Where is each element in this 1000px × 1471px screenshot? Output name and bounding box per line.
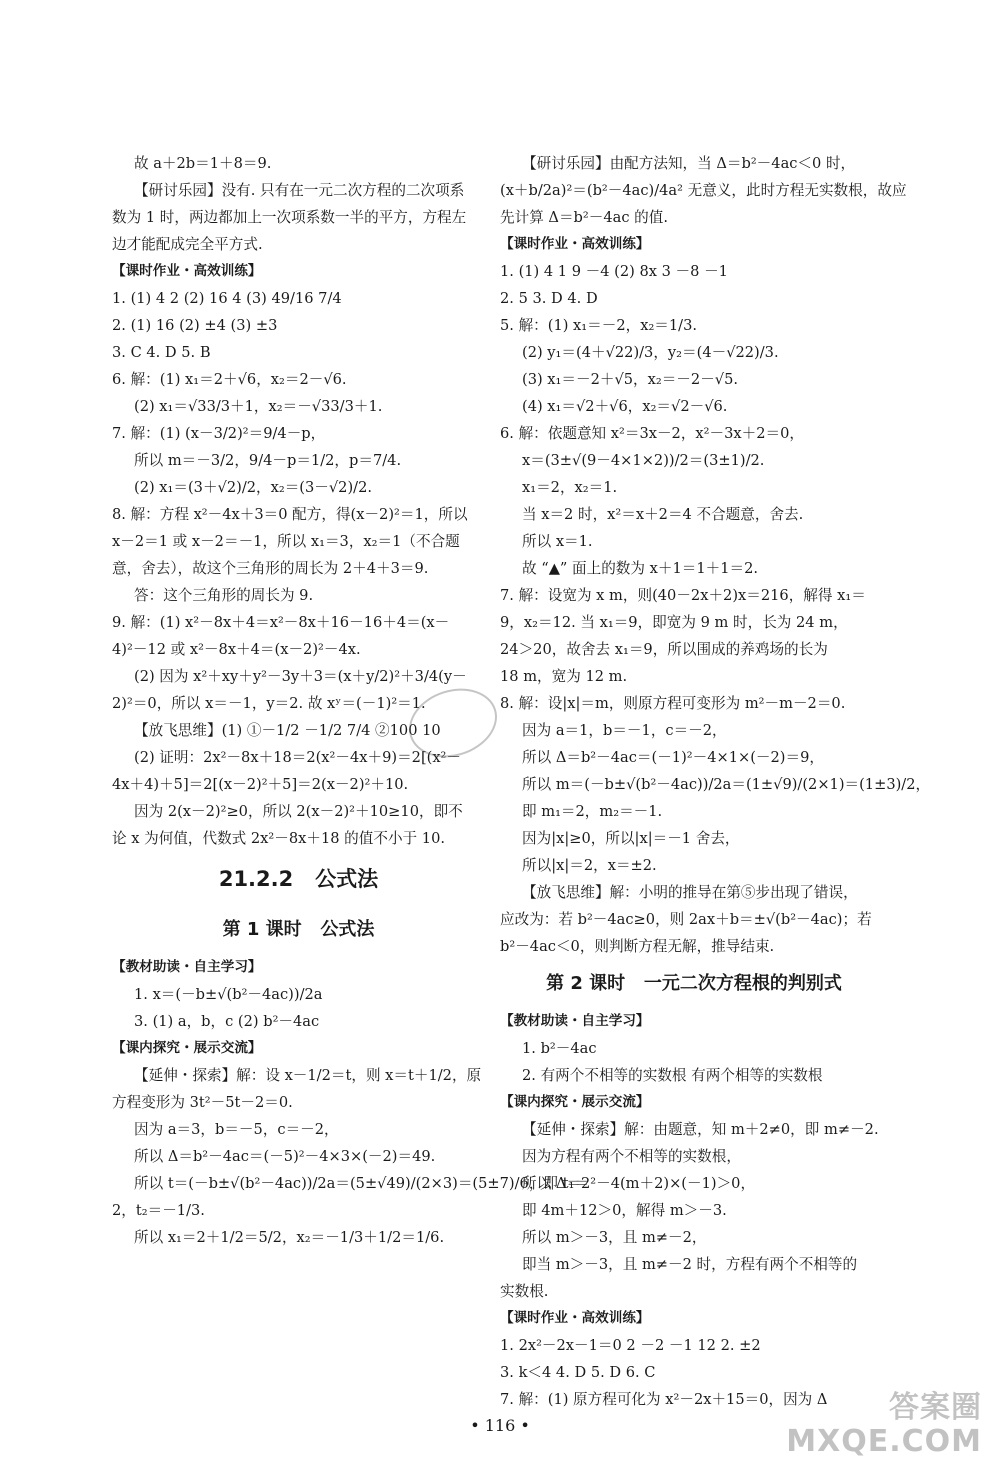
text-line: 因为 a＝3，b＝－5，c＝－2，: [134, 1121, 339, 1138]
text-line: x₁＝2，x₂＝1.: [522, 479, 618, 496]
text-line: x＝(3±√(9－4×1×2))/2＝(3±1)/2.: [522, 452, 765, 469]
text-line: 【延伸・探索】解：由题意，知 m＋2≠0，即 m≠－2.: [522, 1121, 879, 1138]
text-line: 所以 Δ＝b²－4ac＝(－5)²－4×3×(－2)＝49.: [134, 1148, 436, 1165]
text-line: 因为 a＝1，b＝－1，c＝－2，: [522, 722, 727, 739]
section-tag: 【课内探究・展示交流】: [112, 1040, 262, 1056]
text-line: 【延伸・探索】解：设 x－1/2＝t，则 x＝t＋1/2，原: [134, 1067, 482, 1084]
watermark-logo: 答案圈 MXQE.COM: [786, 1390, 982, 1459]
text-line: 2. 5 3. D 4. D: [500, 290, 598, 307]
text-line: 故 “▲” 面上的数为 x＋1＝1＋1＝2.: [522, 560, 759, 577]
text-line: 所以 t＝(－b±√(b²－4ac))/2a＝(5±√49)/(2×3)＝(5±7)/6，即 t₁＝: [134, 1175, 589, 1192]
text-line: 2. 有两个不相等的实数根 有两个相等的实数根: [522, 1067, 823, 1084]
text-line: 18 m，宽为 12 m.: [500, 668, 628, 685]
text-line: 24＞20，故舍去 x₁＝9，所以围成的养鸡场的长为: [500, 641, 828, 658]
text-line: 【放飞思维】(1) ①－1/2 －1/2 7/4 ②100 10: [134, 722, 441, 739]
text-line: 3. k＜4 4. D 5. D 6. C: [500, 1364, 656, 1381]
text-line: 8. 解：方程 x²－4x＋3＝0 配方，得(x－2)²＝1，所以: [112, 506, 468, 523]
text-line: 7. 解：(1) (x－3/2)²＝9/4－p，: [112, 425, 326, 442]
text-line: 6. 解：依题意知 x²＝3x－2，x²－3x＋2＝0，: [500, 425, 804, 442]
text-line: (2) x₁＝(3＋√2)/2，x₂＝(3－√2)/2.: [134, 479, 372, 496]
text-line: 实数根.: [500, 1283, 549, 1300]
text-line: 7. 解：设宽为 x m，则(40－2x＋2)x＝216，解得 x₁＝: [500, 587, 866, 604]
lesson-title: 第 2 课时 一元二次方程根的判别式: [546, 973, 842, 994]
text-line: 2. (1) 16 (2) ±4 (3) ±3: [112, 317, 278, 334]
text-line: 7. 解：(1) 原方程可化为 x²－2x＋15＝0，因为 Δ: [500, 1391, 828, 1408]
text-line: (2) 因为 x²＋xy＋y²－3y＋3＝(x＋y/2)²＋3/4(y－: [134, 668, 467, 685]
text-line: 所以|x|＝2，x＝±2.: [522, 857, 657, 874]
text-line: (4) x₁＝√2＋√6，x₂＝√2－√6.: [522, 398, 728, 415]
text-line: 所以 Δ＝2²－4(m＋2)×(－1)＞0，: [522, 1175, 756, 1192]
text-line: 【研讨乐园】没有. 只有在一元二次方程的二次项系: [134, 182, 465, 199]
right-column: [500, 150, 931, 1413]
section-tag: 【课内探究・展示交流】: [500, 1094, 650, 1110]
text-line: 所以 Δ＝b²－4ac＝(－1)²－4×1×(－2)＝9，: [522, 749, 824, 766]
text-line: (2) 证明：2x²－8x＋18＝2(x²－4x＋9)＝2[(x²－: [134, 749, 462, 766]
lesson-title: 第 1 课时 公式法: [222, 919, 375, 940]
text-line: 意，舍去），故这个三角形的周长为 2＋4＋3＝9.: [112, 560, 429, 577]
text-line: 3. C 4. D 5. B: [112, 344, 211, 361]
text-line: 所以 x＝1.: [522, 533, 593, 550]
text-line: 因为方程有两个不相等的实数根，: [522, 1148, 741, 1165]
section-tag: 【教材助读・自主学习】: [112, 959, 262, 975]
text-line: 即 4m＋12＞0，解得 m＞－3.: [522, 1202, 727, 1219]
text-line: 9，x₂＝12. 当 x₁＝9，即宽为 9 m 时，长为 24 m，: [500, 614, 848, 631]
section-title: 21.2.2 公式法: [218, 867, 379, 891]
section-tag: 【课时作业・高效训练】: [500, 236, 650, 252]
text-line: 4)²－12 或 x²－8x＋4＝(x－2)²－4x.: [112, 641, 361, 658]
text-line: 5. 解：(1) x₁＝－2，x₂＝1/3.: [500, 317, 698, 334]
text-line: 6. 解：(1) x₁＝2＋√6，x₂＝2－√6.: [112, 371, 347, 388]
text-line: 8. 解：设|x|＝m，则原方程可变形为 m²－m－2＝0.: [500, 695, 846, 712]
text-line: x－2＝1 或 x－2＝－1，所以 x₁＝3，x₂＝1（不合题: [112, 533, 460, 550]
text-line: 1. x＝(－b±√(b²－4ac))/2a: [134, 986, 323, 1003]
text-line: (2) x₁＝√33/3＋1，x₂＝－√33/3＋1.: [134, 398, 383, 415]
text-line: 边才能配成完全平方式.: [112, 236, 263, 253]
text-line: 因为|x|≥0，所以|x|＝－1 舍去，: [522, 830, 740, 847]
section-tag: 【课时作业・高效训练】: [500, 1310, 650, 1326]
text-line: 即当 m＞－3，且 m≠－2 时，方程有两个不相等的: [522, 1256, 858, 1273]
text-line: 即 m₁＝2，m₂＝－1.: [522, 803, 663, 820]
text-line: 所以 x₁＝2＋1/2＝5/2，x₂＝－1/3＋1/2＝1/6.: [134, 1229, 445, 1246]
text-line: 所以 m＞－3，且 m≠－2，: [522, 1229, 707, 1246]
text-line: 1. (1) 4 1 9 －4 (2) 8x 3 －8 －1: [500, 263, 728, 280]
watermark: [786, 1391, 982, 1459]
text-line: (2) y₁＝(4＋√22)/3，y₂＝(4－√22)/3.: [522, 344, 779, 361]
text-line: 应改为：若 b²－4ac≥0，则 2ax＋b＝±√(b²－4ac)；若: [500, 911, 872, 928]
text-line: 1. b²－4ac: [522, 1040, 597, 1057]
text-line: 【放飞思维】解：小明的推导在第⑤步出现了错误，: [522, 884, 858, 901]
page-number: • 116 •: [470, 1416, 530, 1435]
text-line: 【研讨乐园】由配方法知，当 Δ＝b²－4ac＜0 时，: [522, 155, 856, 172]
text-line: 1. 2x²－2x－1＝0 2 －2 －1 12 2. ±2: [500, 1337, 761, 1354]
text-line: 数为 1 时，两边都加上一次项系数一半的平方，方程左: [112, 209, 467, 226]
text-line: 2)²＝0，所以 x＝－1，y＝2. 故 xʸ＝(－1)²＝1.: [112, 695, 426, 712]
text-line: (3) x₁＝－2＋√5，x₂＝－2－√5.: [522, 371, 739, 388]
text-line: 故 a＋2b＝1＋8＝9.: [134, 155, 272, 172]
text-line: 答：这个三角形的周长为 9.: [134, 587, 314, 604]
text-line: 1. (1) 4 2 (2) 16 4 (3) 49/16 7/4: [112, 290, 342, 307]
text-line: 2，t₂＝－1/3.: [112, 1202, 205, 1219]
text-line: b²－4ac＜0，则判断方程无解，推导结束.: [500, 938, 775, 955]
section-tag: 【课时作业・高效训练】: [112, 263, 262, 279]
text-line: (x＋b/2a)²＝(b²－4ac)/4a² 无意义，此时方程无实数根，故应: [500, 182, 907, 199]
text-line: 所以 m＝－3/2，9/4－p＝1/2，p＝7/4.: [134, 452, 402, 469]
text-line: 4x＋4)＋5]＝2[(x－2)²＋5]＝2(x－2)²＋10.: [112, 776, 409, 793]
text-line: 当 x＝2 时，x²＝x＋2＝4 不合题意，舍去.: [522, 506, 804, 523]
text-line: 3. (1) a，b，c (2) b²－4ac: [134, 1013, 320, 1030]
text-line: 论 x 为何值，代数式 2x²－8x＋18 的值不小于 10.: [112, 830, 445, 847]
text-line: 因为 2(x－2)²≥0，所以 2(x－2)²＋10≥10，即不: [134, 803, 463, 820]
text-line: 方程变形为 3t²－5t－2＝0.: [112, 1094, 293, 1111]
text-line: 先计算 Δ＝b²－4ac 的值.: [500, 209, 668, 226]
section-tag: 【教材助读・自主学习】: [500, 1013, 650, 1029]
text-line: 所以 m＝(－b±√(b²－4ac))/2a＝(1±√9)/(2×1)＝(1±3)/2，: [522, 776, 931, 793]
text-line: 9. 解：(1) x²－8x＋4＝x²－8x＋16－16＋4＝(x－: [112, 614, 450, 631]
